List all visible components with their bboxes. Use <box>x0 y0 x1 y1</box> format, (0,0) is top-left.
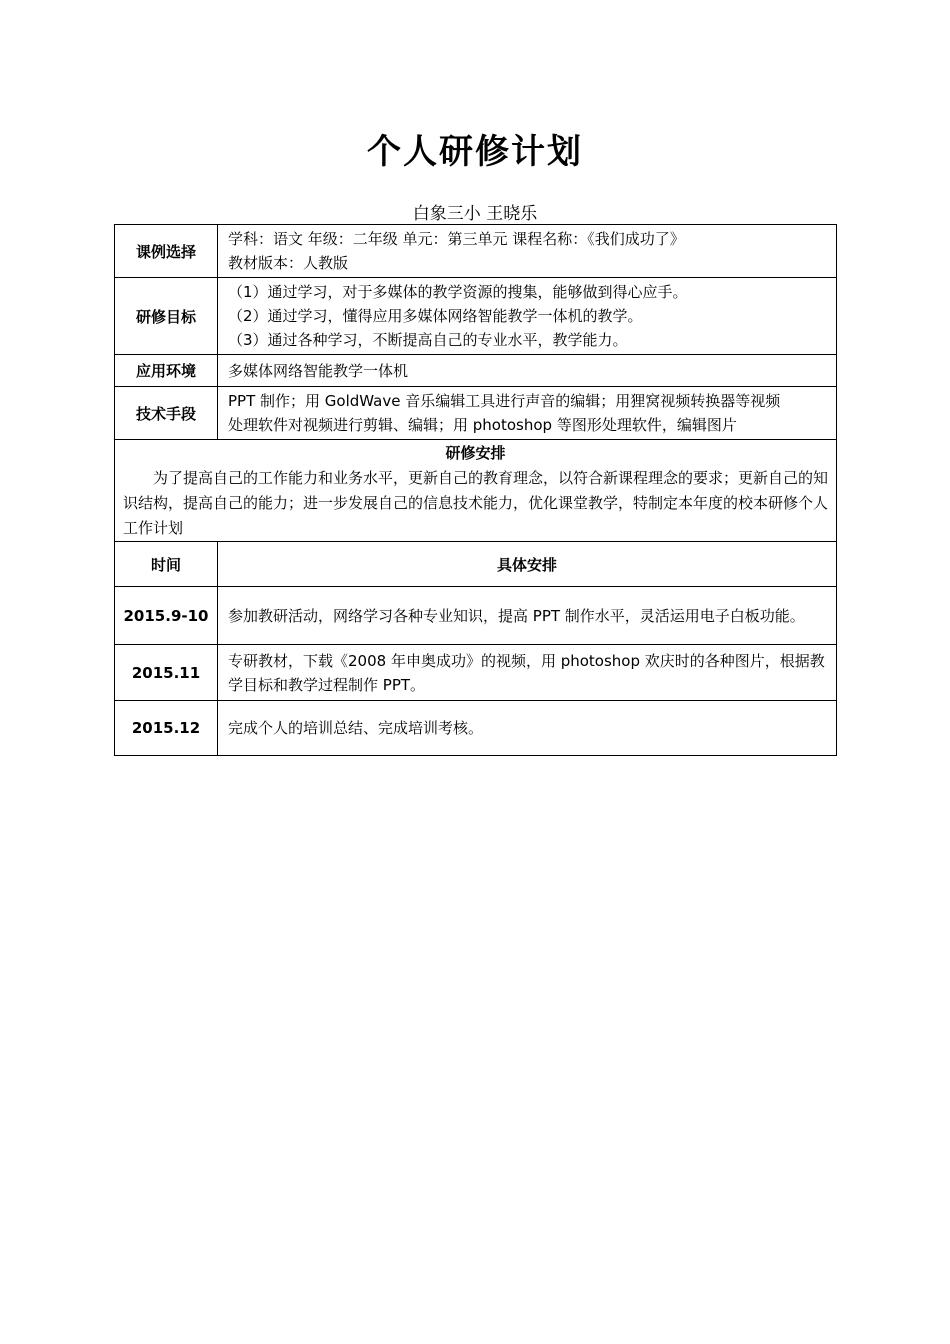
page-title: 个人研修计划 <box>367 132 583 172</box>
env-content: 多媒体网络智能教学一体机 <box>218 355 837 387</box>
schedule-plan: 参加教研活动，网络学习各种专业知识，提高 PPT 制作水平，灵活运用电子白板功能。 <box>218 587 837 645</box>
col-time-header: 时间 <box>115 542 218 587</box>
plan-table <box>114 224 837 756</box>
table-row <box>115 701 837 756</box>
tech-label: 技术手段 <box>115 387 218 440</box>
case-content <box>218 225 837 278</box>
case-line-2: 教材版本：人教版 <box>228 254 349 272</box>
row-goal <box>115 278 837 355</box>
goal-item: （3）通过各种学习，不断提高自己的专业水平，教学能力。 <box>228 331 628 349</box>
col-plan-header: 具体安排 <box>218 542 837 587</box>
tech-content <box>218 387 837 440</box>
env-label: 应用环境 <box>115 355 218 387</box>
goal-label: 研修目标 <box>115 278 218 355</box>
row-arrangement <box>115 440 837 542</box>
tech-line-1: PPT 制作；用 GoldWave 音乐编辑工具进行声音的编辑；用狸窝视频转换器等视频 <box>228 392 781 410</box>
table-row <box>115 587 837 645</box>
goal-item: （1）通过学习，对于多媒体的教学资源的搜集，能够做到得心应手。 <box>228 283 688 301</box>
schedule-header <box>115 542 837 587</box>
schedule-time: 2015.9-10 <box>115 587 218 645</box>
arrangement-intro: 为了提高自己的工作能力和业务水平，更新自己的教育理念，以符合新课程理念的要求；更新自己的知识结构，提高自己的能力；进一步发展自己的信息技术能力，优化课堂教学，特制定本年度的校本研修个人工作计划 <box>123 469 829 537</box>
row-env <box>115 355 837 387</box>
case-line-1: 学科：语文 年级：二年级 单元：第三单元 课程名称：《我们成功了》 <box>228 230 685 248</box>
row-tech <box>115 387 837 440</box>
row-case <box>115 225 837 278</box>
schedule-time: 2015.11 <box>115 645 218 701</box>
goal-content <box>218 278 837 355</box>
schedule-plan: 完成个人的培训总结、完成培训考核。 <box>218 701 837 756</box>
case-label: 课例选择 <box>115 225 218 278</box>
arrangement-cell <box>115 440 837 542</box>
tech-line-2: 处理软件对视频进行剪辑、编辑；用 photoshop 等图形处理软件，编辑图片 <box>228 416 737 434</box>
table-row <box>115 645 837 701</box>
author-line: 白象三小 王晓乐 <box>412 204 538 224</box>
arrangement-heading: 研修安排 <box>445 444 506 462</box>
schedule-plan: 专研教材，下载《2008 年申奥成功》的视频，用 photoshop 欢庆时的各种图片，根据教学目标和教学过程制作 PPT。 <box>218 645 837 701</box>
goal-item: （2）通过学习，懂得应用多媒体网络智能教学一体机的教学。 <box>228 307 643 325</box>
schedule-time: 2015.12 <box>115 701 218 756</box>
